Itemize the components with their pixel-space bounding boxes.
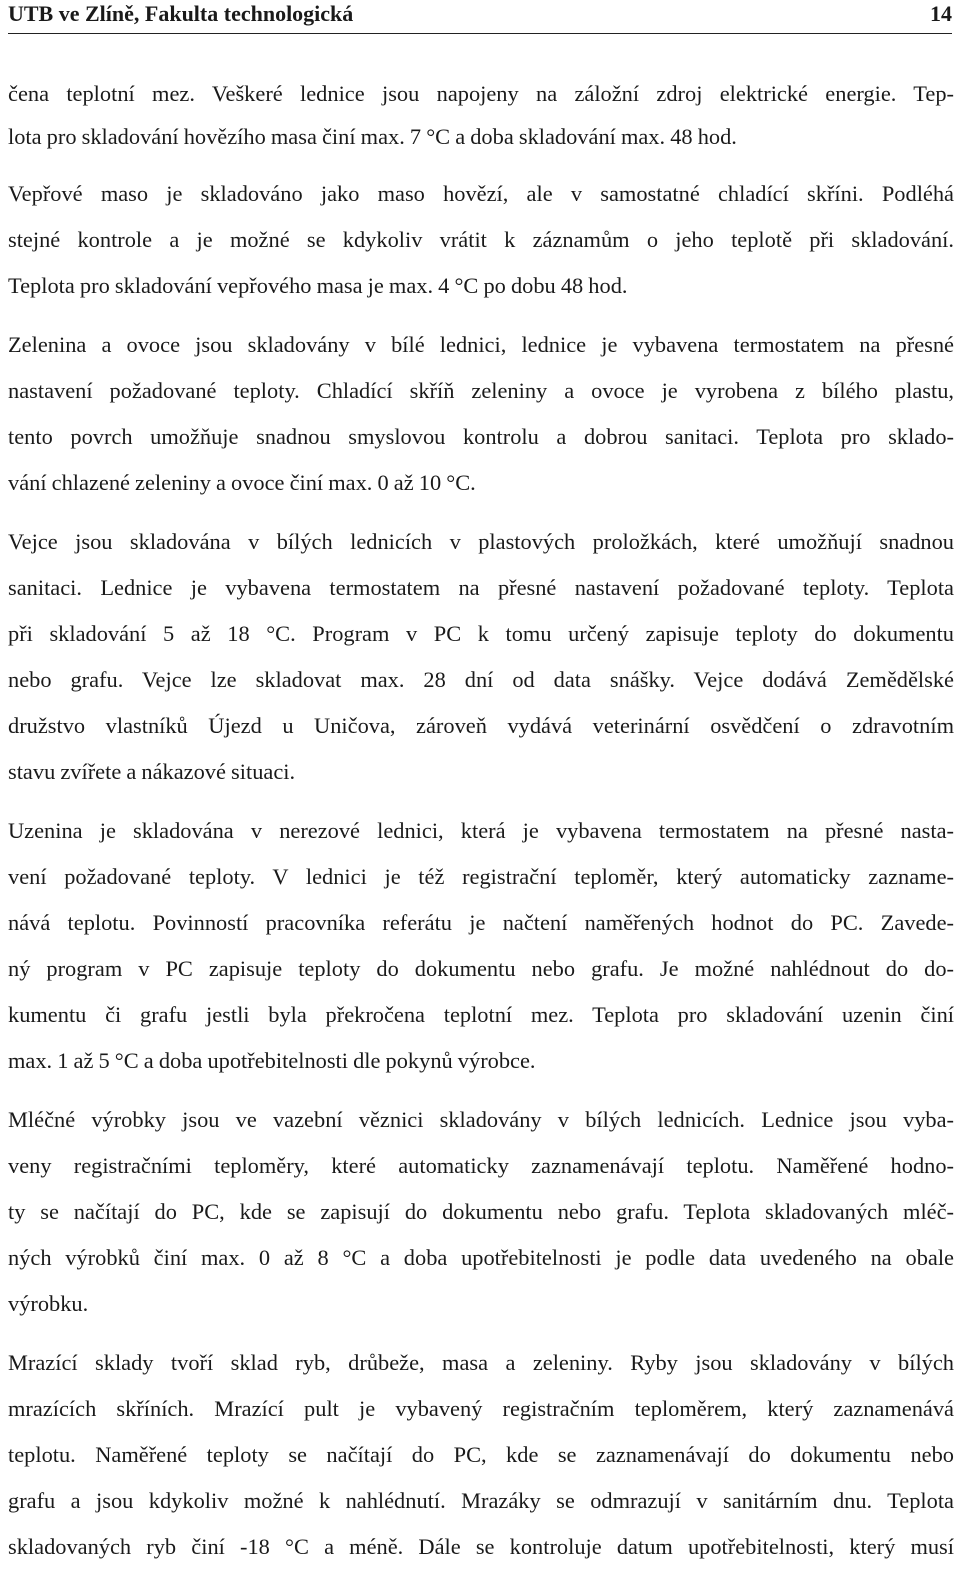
text-line: nastavení požadované teploty. Chladící skříň zeleniny a ovoce je vyrobena z bílého plastu, xyxy=(8,378,954,403)
text-line: skladovaných ryb činí -18 °C a méně. Dále se kontroluje datum upotřebitelnosti, který musí xyxy=(8,1534,954,1559)
text-line: ných výrobků činí max. 0 až 8 °C a doba upotřebitelnosti je podle data uvedeného na obale xyxy=(8,1245,954,1270)
text-line: Mrazící sklady tvoří sklad ryb, drůbeže, masa a zeleniny. Ryby jsou skladovány v bílých xyxy=(8,1350,954,1375)
paragraph-6 xyxy=(8,1097,954,1327)
text-line: stavu zvířete a nákazové situaci. xyxy=(8,759,296,784)
text-line: sanitaci. Lednice je vybavena termostatem na přesné nastavení požadované teploty. Teplota xyxy=(8,575,954,600)
paragraph-4 xyxy=(8,519,954,795)
text-line: teplotu. Naměřené teploty se načítají do PC, kde se zaznamenávají do dokumentu nebo xyxy=(8,1442,954,1467)
text-line: ný program v PC zapisuje teploty do dokumentu nebo grafu. Je možné nahlédnout do do- xyxy=(8,956,954,981)
paragraph-5 xyxy=(8,808,954,1084)
paragraph-7 xyxy=(8,1340,954,1570)
page-header xyxy=(8,0,952,34)
text-line: nává teplotu. Povinností pracovníka referátu je načtení naměřených hodnot do PC. Zavede- xyxy=(8,910,954,935)
page-number: 14 xyxy=(930,1,952,26)
text-line: výrobku. xyxy=(8,1291,89,1316)
text-line: nebo grafu. Vejce lze skladovat max. 28 dní od data snášky. Vejce dodává Zemědělské xyxy=(8,667,954,692)
header-title: UTB ve Zlíně, Fakulta technologická xyxy=(8,1,354,26)
text-line: kumentu či grafu jestli byla překročena teplotní mez. Teplota pro skladování uzenin činí xyxy=(8,1002,954,1027)
text-line: Teplota pro skladování vepřového masa je max. 4 °C po dobu 48 hod. xyxy=(8,273,628,298)
text-line: grafu a jsou kdykoliv možné k nahlédnutí. Mrazáky se odmrazují v sanitárním dnu. Teplota xyxy=(8,1488,954,1513)
paragraph-3 xyxy=(8,322,954,506)
text-line: ty se načítají do PC, kde se zapisují do dokumentu nebo grafu. Teplota skladovaných mléč- xyxy=(8,1199,954,1224)
text-line: Zelenina a ovoce jsou skladovány v bílé lednici, lednice je vybavena termostatem na přesné xyxy=(8,332,954,357)
text-line: stejné kontrole a je možné se kdykoliv vrátit k záznamům o jeho teplotě při skladování. xyxy=(8,227,954,252)
text-line: lota pro skladování hovězího masa činí max. 7 °C a doba skladování max. 48 hod. xyxy=(8,124,737,149)
text-line: družstvo vlastníků Újezd u Uničova, zároveň vydává veterinární osvědčení o zdravotním xyxy=(8,713,954,738)
text-line: mrazících skříních. Mrazící pult je vybavený registračním teploměrem, který zaznamenává xyxy=(8,1396,954,1421)
text-line: při skladování 5 až 18 °C. Program v PC k tomu určený zapisuje teploty do dokumentu xyxy=(8,621,954,646)
text-line: vání chlazené zeleniny a ovoce činí max. 0 až 10 °C. xyxy=(8,470,476,495)
document-body xyxy=(8,72,954,1583)
text-line: čena teplotní mez. Veškeré lednice jsou napojeny na záložní zdroj elektrické energie. Tep- xyxy=(8,81,954,106)
text-line: Mléčné výrobky jsou ve vazební věznici skladovány v bílých lednicích. Lednice jsou vyba- xyxy=(8,1107,954,1132)
text-line: Uzenina je skladována v nerezové lednici, která je vybavena termostatem na přesné nasta- xyxy=(8,818,954,843)
paragraph-1 xyxy=(8,72,954,158)
text-line: tento povrch umožňuje snadnou smyslovou kontrolu a dobrou sanitaci. Teplota pro sklado- xyxy=(8,424,954,449)
text-line: vení požadované teploty. V lednici je též registrační teploměr, který automaticky zazname- xyxy=(8,864,954,889)
text-line: Vejce jsou skladována v bílých lednicích v plastových proložkách, které umožňují snadnou xyxy=(8,529,954,554)
text-line: veny registračními teploměry, které automaticky zaznamenávají teplotu. Naměřené hodno- xyxy=(8,1153,954,1178)
paragraph-2 xyxy=(8,171,954,309)
text-line: Vepřové maso je skladováno jako maso hovězí, ale v samostatné chladící skříni. Podléhá xyxy=(8,181,954,206)
text-line: max. 1 až 5 °C a doba upotřebitelnosti dle pokynů výrobce. xyxy=(8,1048,536,1073)
